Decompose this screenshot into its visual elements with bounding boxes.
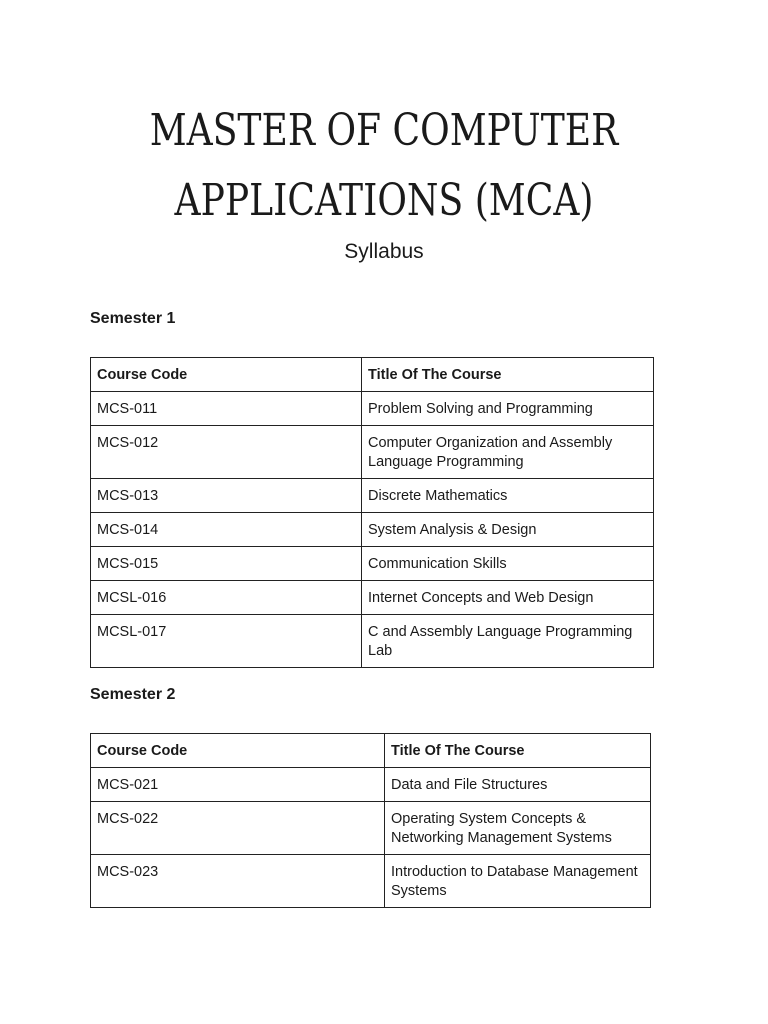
table-row bbox=[91, 392, 654, 426]
document-subtitle: Syllabus bbox=[344, 240, 424, 263]
table-row bbox=[91, 768, 651, 802]
course-title-cell: System Analysis & Design bbox=[362, 513, 654, 547]
semester-2-table bbox=[90, 733, 651, 908]
semester-1-table bbox=[90, 357, 654, 668]
table-row bbox=[91, 615, 654, 668]
course-title-cell: Introduction to Database Management Systems bbox=[385, 855, 651, 908]
course-code-cell: MCS-014 bbox=[91, 513, 362, 547]
document-title bbox=[69, 96, 699, 236]
course-title-cell: Internet Concepts and Web Design bbox=[362, 581, 654, 615]
course-title-cell: C and Assembly Language Programming Lab bbox=[362, 615, 654, 668]
table-header-row bbox=[91, 734, 651, 768]
course-title-cell: Discrete Mathematics bbox=[362, 479, 654, 513]
course-code-cell: MCS-022 bbox=[91, 802, 385, 855]
semester-2-heading: Semester 2 bbox=[90, 686, 176, 703]
table-header-row bbox=[91, 358, 654, 392]
course-title-cell: Communication Skills bbox=[362, 547, 654, 581]
course-code-cell: MCSL-017 bbox=[91, 615, 362, 668]
column-header-course-code: Course Code bbox=[91, 358, 362, 392]
column-header-course-title: Title Of The Course bbox=[385, 734, 651, 768]
course-code-cell: MCS-011 bbox=[91, 392, 362, 426]
course-code-cell: MCS-015 bbox=[91, 547, 362, 581]
course-code-cell: MCS-023 bbox=[91, 855, 385, 908]
semester-1-heading: Semester 1 bbox=[90, 310, 176, 327]
course-title-cell: Computer Organization and Assembly Language Programming bbox=[362, 426, 654, 479]
table-row bbox=[91, 426, 654, 479]
course-title-cell: Data and File Structures bbox=[385, 768, 651, 802]
course-title-cell: Problem Solving and Programming bbox=[362, 392, 654, 426]
table-row bbox=[91, 855, 651, 908]
table-row bbox=[91, 513, 654, 547]
course-title-cell: Operating System Concepts & Networking Management Systems bbox=[385, 802, 651, 855]
table-row bbox=[91, 479, 654, 513]
column-header-course-title: Title Of The Course bbox=[362, 358, 654, 392]
course-code-cell: MCS-013 bbox=[91, 479, 362, 513]
table-row bbox=[91, 802, 651, 855]
document-title-line2: APPLICATIONS (MCA) bbox=[174, 175, 594, 226]
course-code-cell: MCS-021 bbox=[91, 768, 385, 802]
table-row bbox=[91, 547, 654, 581]
table-row bbox=[91, 581, 654, 615]
course-code-cell: MCSL-016 bbox=[91, 581, 362, 615]
document-title-line1: MASTER OF COMPUTER bbox=[149, 105, 619, 156]
course-code-cell: MCS-012 bbox=[91, 426, 362, 479]
column-header-course-code: Course Code bbox=[91, 734, 385, 768]
